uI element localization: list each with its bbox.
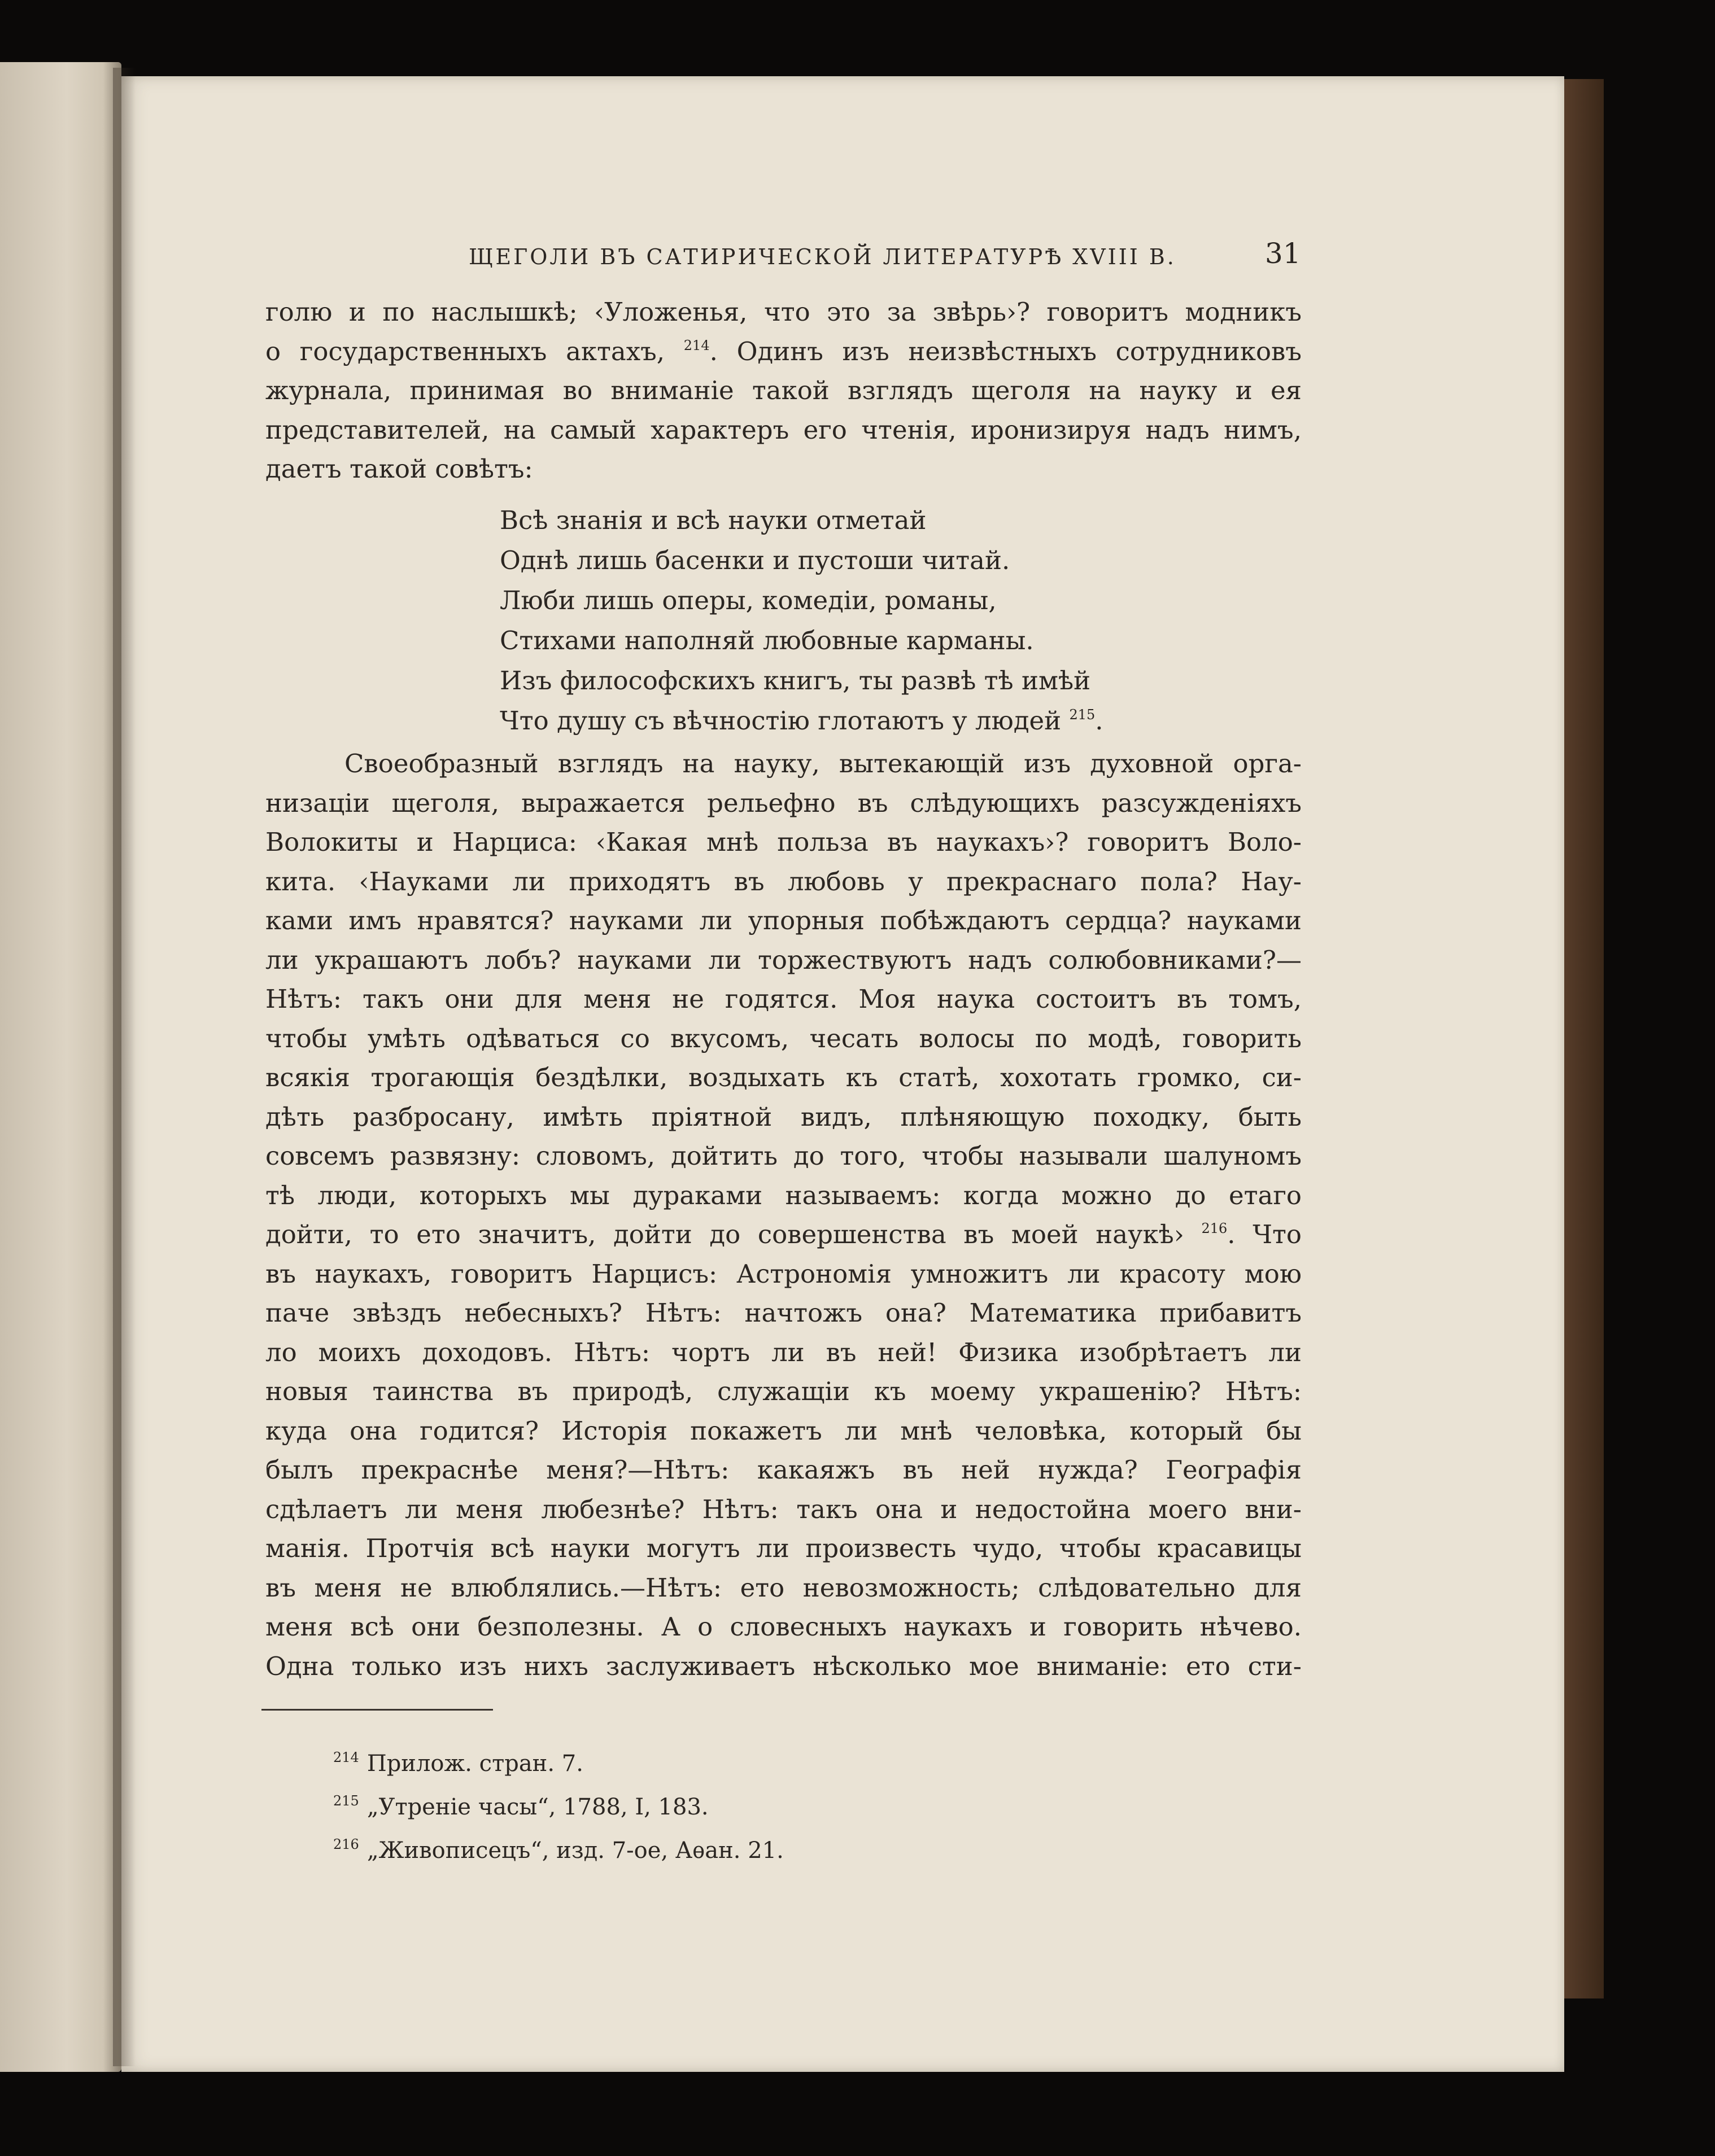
text-line: ло моихъ доходовъ. Нѣтъ: чортъ ли въ ней! Физика изобрѣтаетъ ли <box>265 1337 1302 1367</box>
page-number: 31 <box>1265 237 1301 270</box>
text-line: ли украшаютъ лобъ? науками ли торжествуютъ надъ солюбовниками?— <box>265 944 1302 975</box>
poem-quote <box>500 500 1234 741</box>
text-line: манія. Протчія всѣ науки могутъ ли произвесть чудо, чтобы красавицы <box>265 1533 1302 1563</box>
text-line: чтобы умѣть одѣваться со вкусомъ, чесать волосы по модѣ, говорить <box>265 1023 1302 1053</box>
text-line: паче звѣздъ небесныхъ? Нѣтъ: начтожъ она? Математика прибавитъ <box>265 1298 1302 1328</box>
poem-line: Люби лишь оперы, комедіи, романы, <box>500 585 997 615</box>
running-header: ЩЕГОЛИ ВЪ САТИРИЧЕСКОЙ ЛИТЕРАТУРѢ XVIII В. <box>469 244 1176 269</box>
footnote: $^{216}$ „Живописецъ“, изд. 7-ое, Аѳан. 21. <box>333 1836 784 1864</box>
paragraph-2 <box>265 744 1302 1686</box>
poem-line: Что душу съ вѣчностію глотаютъ у людей $^{215}$. <box>500 706 1103 736</box>
text-line: совсемъ развязну: словомъ, дойтить до того, чтобы называли шалуномъ <box>265 1141 1302 1171</box>
footnote: $^{215}$ „Утреніе часы“, 1788, I, 183. <box>333 1793 709 1820</box>
text-line: дѣть разбросану, имѣть пріятной видъ, плѣняющую походку, быть <box>265 1101 1302 1132</box>
text-line: въ меня не влюблялись.—Нѣтъ: ето невозможность; слѣдовательно для <box>265 1572 1302 1603</box>
text-line: сдѣлаетъ ли меня любезнѣе? Нѣтъ: такъ она и недостойна моего вни- <box>265 1494 1302 1524</box>
text-line: меня всѣ они безполезны. А о словесныхъ наукахъ и говорить нѣчево. <box>265 1612 1302 1642</box>
text-line: Одна только изъ нихъ заслуживаетъ нѣсколько мое вниманіе: ето сти- <box>265 1651 1302 1681</box>
footnote: $^{214}$ Прилож. стран. 7. <box>333 1750 583 1777</box>
text-line: даетъ такой совѣтъ: <box>265 454 533 484</box>
poem-line: Однѣ лишь басенки и пустоши читай. <box>500 545 1010 575</box>
paragraph-1 <box>265 292 1302 489</box>
text-line: Своеобразный взглядъ на науку, вытекающій изъ духовной орга- <box>344 749 1302 779</box>
text-line: голю и по наслышкѣ; ‹Уложенья, что это за звѣрь›? говоритъ модникъ <box>265 297 1302 327</box>
text-line: былъ прекраснѣе меня?—Нѣтъ: какаяжъ въ ней нужда? Географія <box>265 1455 1302 1485</box>
text-line: новыя таинства въ природѣ, служащіи къ моему украшенію? Нѣтъ: <box>265 1376 1302 1406</box>
text-line: тѣ люди, которыхъ мы дураками называемъ: когда можно до етаго <box>265 1180 1302 1210</box>
text-line: ками имъ нравятся? науками ли упорныя побѣждаютъ сердца? науками <box>265 906 1302 935</box>
text-line: кита. ‹Науками ли приходятъ въ любовь у прекраснаго пола? Нау- <box>265 866 1302 896</box>
poem-line: Изъ философскихъ книгъ, ты развѣ тѣ имѣй <box>500 666 1091 696</box>
gutter-shadow <box>113 68 136 2066</box>
poem-line: Всѣ знанія и всѣ науки отметай <box>500 505 927 535</box>
footnote-number: 214 <box>333 1750 359 1765</box>
text-line: представителей, на самый характеръ его чтенія, иронизируя надъ нимъ, <box>265 414 1302 445</box>
poem-line: Стихами наполняй любовные карманы. <box>500 626 1034 655</box>
text-line: о государственныхъ актахъ, $^{214}$. Одинъ изъ неизвѣстныхъ сотрудниковъ <box>265 336 1302 366</box>
footnote-ref: 216 <box>1201 1221 1228 1236</box>
footnote-separator <box>261 1709 493 1711</box>
text-line: низаціи щеголя, выражается рельефно въ слѣдующихъ разсужденіяхъ <box>265 788 1302 818</box>
footnote-number: 215 <box>333 1793 359 1809</box>
footnote-ref: 215 <box>1069 707 1096 723</box>
footnote-ref: 214 <box>683 337 710 353</box>
text-line: Нѣтъ: такъ они для меня не годятся. Моя наука состоитъ въ томъ, <box>265 984 1302 1014</box>
text-line: дойти, то ето значитъ, дойти до совершенства въ моей наукѣ› $^{216}$. Что <box>265 1219 1302 1249</box>
text-line: куда она годится? Исторія покажетъ ли мнѣ человѣка, который бы <box>265 1415 1302 1446</box>
footnotes <box>333 1739 784 1869</box>
text-line: журнала, принимая во вниманіе такой взглядъ щеголя на науку и ея <box>265 375 1302 405</box>
footnote-number: 216 <box>333 1836 359 1852</box>
left-page-edge <box>0 62 121 2072</box>
text-line: Волокиты и Нарциса: ‹Какая мнѣ польза въ наукахъ›? говоритъ Воло- <box>265 827 1302 857</box>
text-line: всякія трогающія бездѣлки, воздыхать къ статѣ, хохотать громко, си- <box>265 1062 1302 1092</box>
text-line: въ наукахъ, говоритъ Нарцисъ: Астрономія умножитъ ли красоту мою <box>265 1258 1302 1289</box>
